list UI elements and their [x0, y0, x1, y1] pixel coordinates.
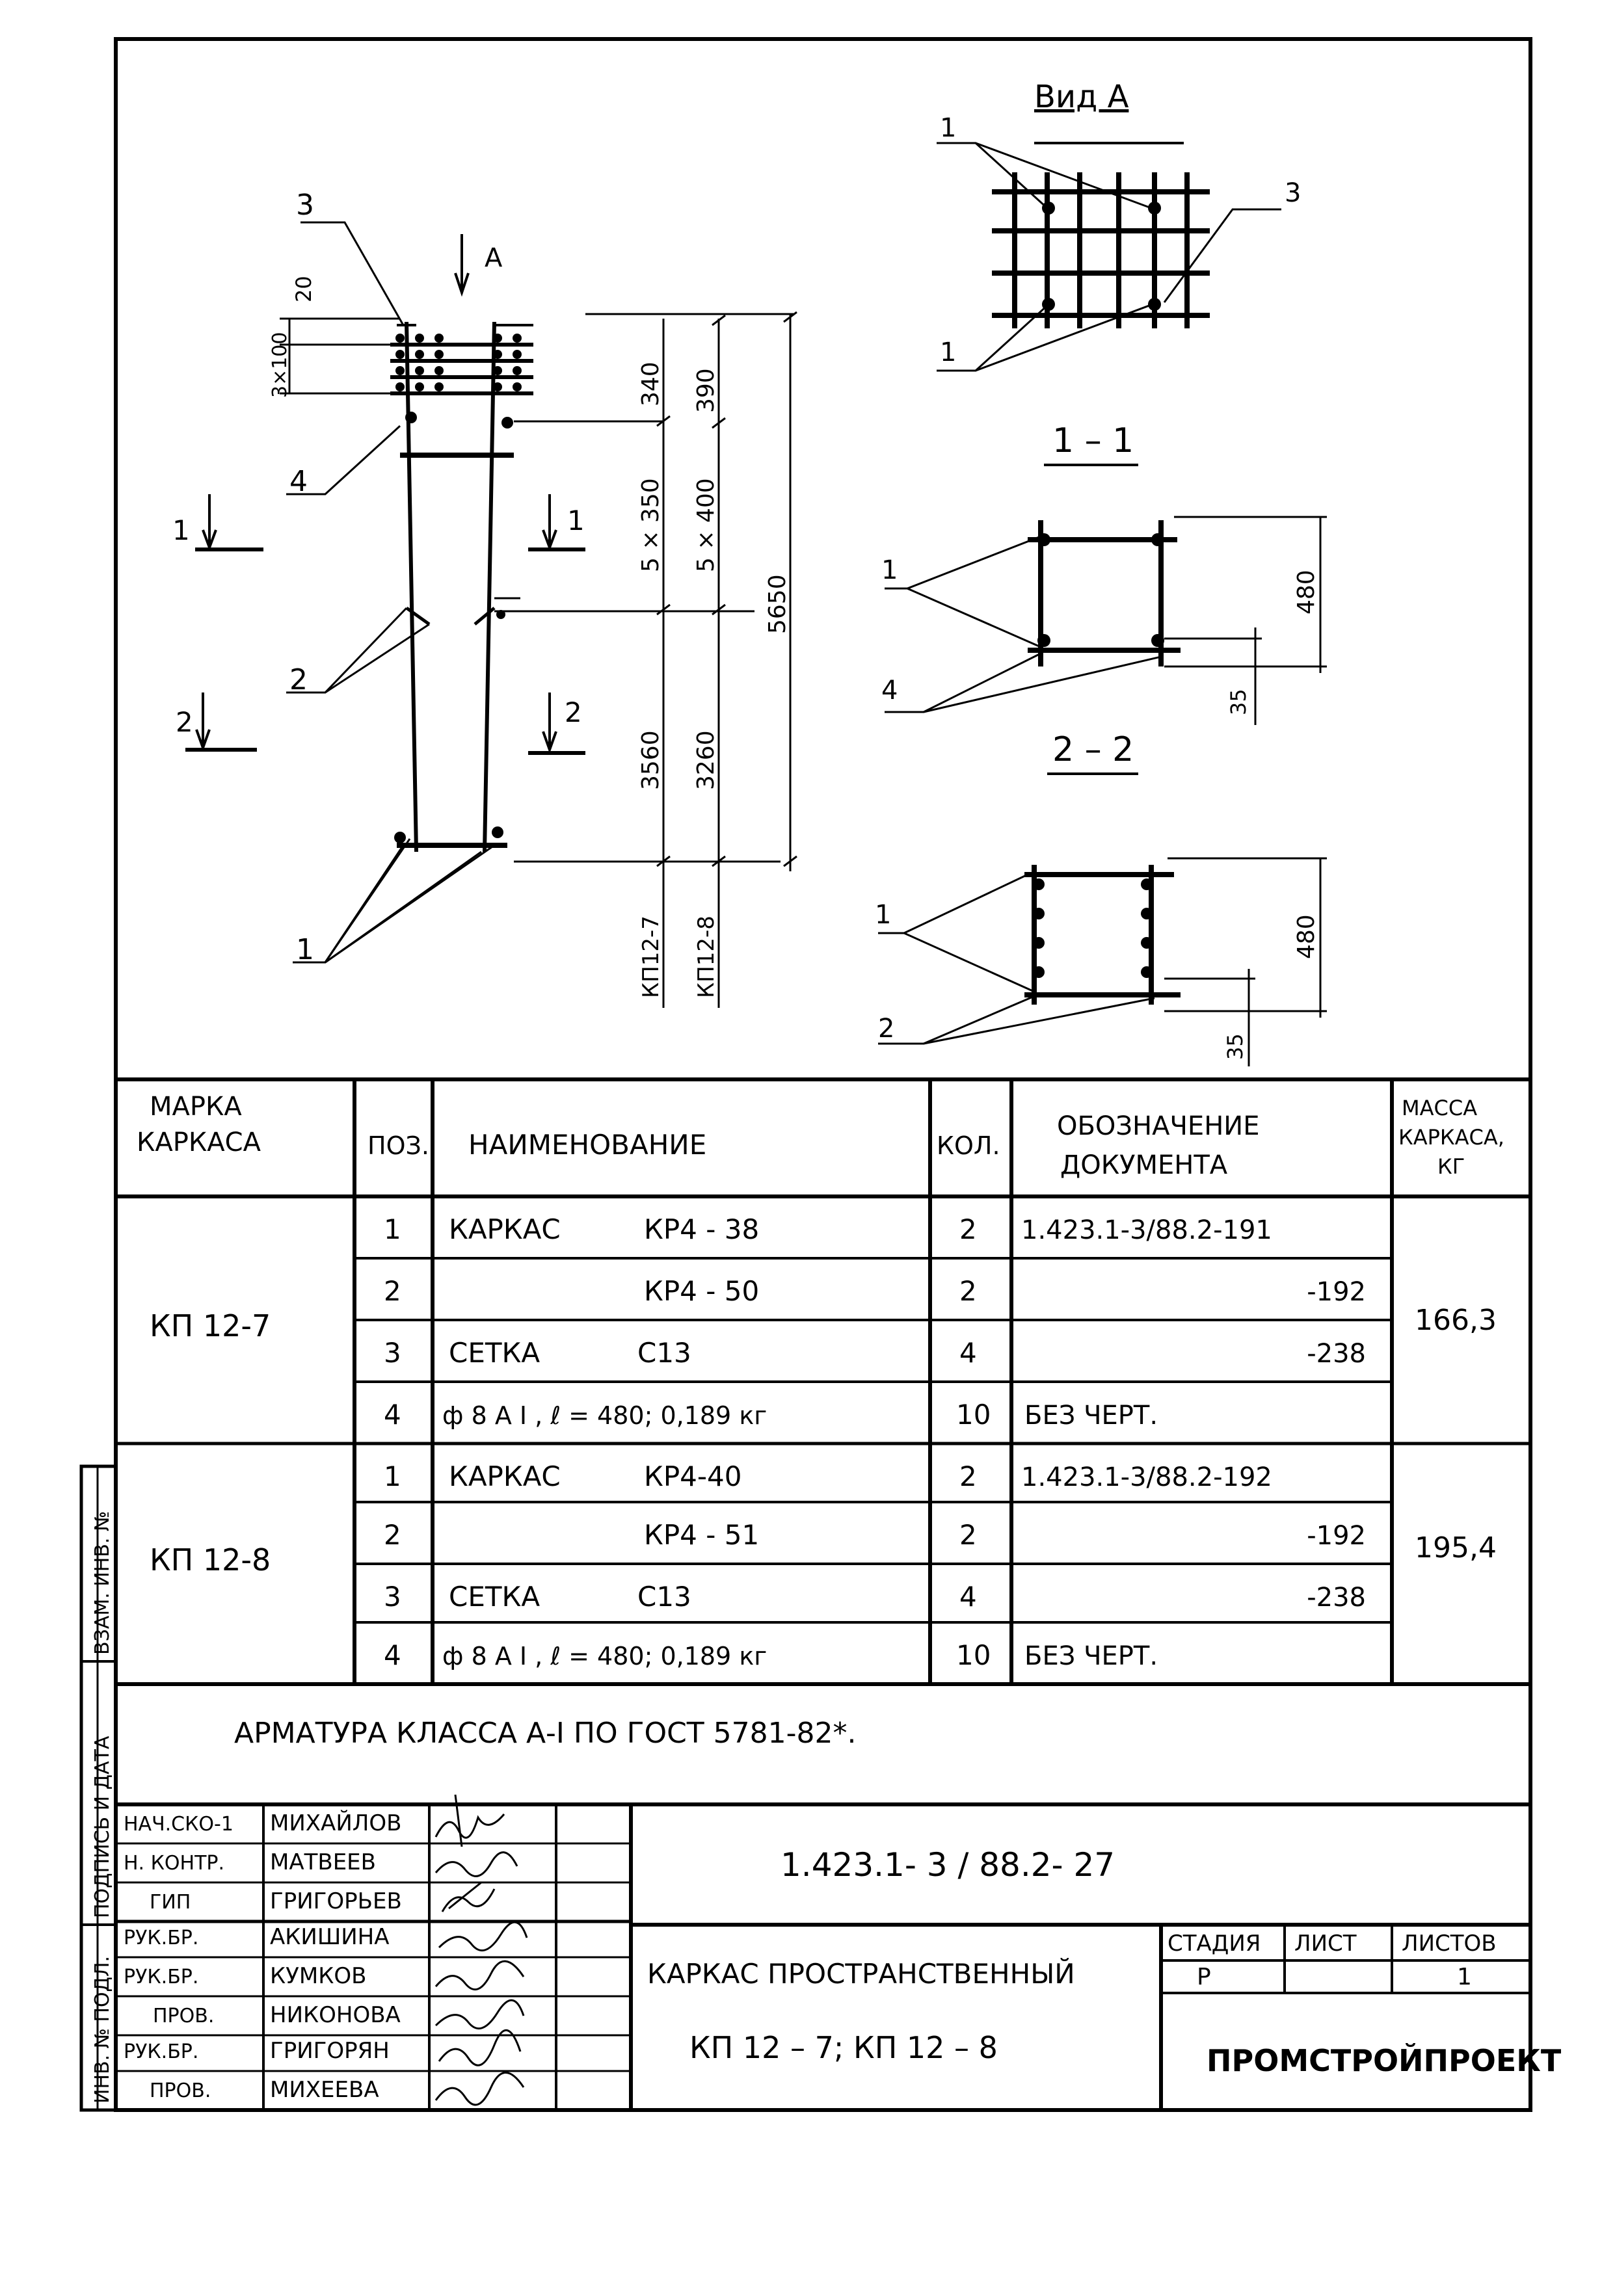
- row-pos: 1: [384, 1460, 401, 1492]
- row-name-b: С13: [637, 1581, 691, 1613]
- row-doc: -238: [1307, 1339, 1366, 1369]
- table-row: [384, 1519, 1366, 1551]
- person-role: Н. КОНТР.: [124, 1852, 225, 1875]
- signature: [436, 1853, 517, 1877]
- spec-note: АРМАТУРА КЛАССА А-I ПО ГОСТ 5781-82*.: [234, 1717, 857, 1750]
- row-qty: 10: [956, 1399, 991, 1431]
- callout-pos4: 4: [289, 465, 308, 498]
- view-a-pos3: 3: [1285, 178, 1302, 208]
- header-name: НАИМЕНОВАНИЕ: [468, 1129, 707, 1161]
- dim-390: 390: [693, 368, 719, 413]
- person-name: ГРИГОРЯН: [270, 2038, 390, 2064]
- table-row: [384, 1639, 1158, 1671]
- header-doc-line2: ДОКУМЕНТА: [1060, 1150, 1228, 1180]
- dim-5x400: 5 × 400: [693, 478, 719, 572]
- row-pos: 2: [384, 1275, 401, 1307]
- row-name-b: С13: [637, 1337, 691, 1369]
- stamp-inv: ИНВ. № ПОДЛ.: [91, 1955, 114, 2104]
- row-name-a: КАРКАС: [449, 1460, 561, 1492]
- row-pos: 4: [384, 1399, 401, 1431]
- title-line1: КАРКАС ПРОСТРАНСТВЕННЫЙ: [647, 1958, 1075, 1990]
- signature: [436, 1961, 524, 1989]
- group-2-mass: 195,4: [1415, 1531, 1497, 1564]
- section-mark-2-right: 2: [565, 696, 582, 728]
- view-a-pos1a: 1: [940, 113, 957, 143]
- section-2-dim480: 480: [1293, 914, 1320, 959]
- elevation-view: [390, 314, 794, 862]
- header-doc-line1: ОБОЗНАЧЕНИЕ: [1057, 1111, 1260, 1141]
- signature: [439, 1922, 527, 1950]
- signature: [442, 1882, 494, 1912]
- section-2-dim35: 35: [1223, 1033, 1248, 1060]
- person-role: РУК.БР.: [124, 1927, 199, 1949]
- row-name-b: КР4 - 38: [644, 1213, 760, 1245]
- person-name: НИКОНОВА: [270, 2002, 401, 2028]
- view-a-pos1b: 1: [940, 337, 957, 367]
- section-1-dim480: 480: [1293, 570, 1320, 614]
- row-qty: 4: [959, 1581, 977, 1613]
- doc-number: 1.423.1- 3 / 88.2- 27: [781, 1846, 1115, 1884]
- table-row: [384, 1337, 1366, 1369]
- signatures: [436, 1795, 527, 2105]
- callout-pos1: 1: [296, 933, 314, 966]
- spec-table: [137, 1092, 1504, 1750]
- dim-mark-kp128: КП12-8: [693, 916, 719, 998]
- dim-3x100: 3×100: [269, 332, 291, 398]
- person-name: АКИШИНА: [270, 1924, 390, 1950]
- row-qty: 4: [959, 1337, 977, 1369]
- table-row: [384, 1213, 1272, 1245]
- section-mark-1-left: 1: [172, 514, 190, 546]
- row-pos: 4: [384, 1639, 401, 1671]
- sheet-label: ЛИСТ: [1294, 1931, 1357, 1957]
- header-mass-line2: КАРКАСА,: [1398, 1125, 1504, 1150]
- row-name-a: ф 8 А I , ℓ = 480; 0,189 кг: [442, 1401, 768, 1430]
- person-role: НАЧ.СКО-1: [124, 1813, 234, 1836]
- row-doc: БЕЗ ЧЕРТ.: [1024, 1401, 1158, 1431]
- header-mark-line2: КАРКАСА: [137, 1128, 261, 1157]
- row-name-a: СЕТКА: [449, 1337, 541, 1369]
- row-name-b: КР4 - 50: [644, 1275, 760, 1307]
- header-mass-line1: МАССА: [1402, 1096, 1478, 1120]
- stage-label: СТАДИЯ: [1168, 1931, 1261, 1957]
- person-name: КУМКОВ: [270, 1963, 367, 1989]
- stamp-podpis: ПОДПИСЬ И ДАТА: [91, 1735, 114, 1918]
- section-mark-1-right: 1: [567, 505, 585, 536]
- section-1-pos4: 4: [881, 676, 898, 706]
- row-pos: 1: [384, 1213, 401, 1245]
- header-mass-line3: КГ: [1437, 1154, 1465, 1179]
- view-a-drawing: [937, 143, 1281, 371]
- person-role: ПРОВ.: [153, 2005, 215, 2027]
- row-name-a: ф 8 А I , ℓ = 480; 0,189 кг: [442, 1642, 768, 1670]
- side-stamp: [81, 1466, 116, 2110]
- table-row: [384, 1275, 1366, 1307]
- row-doc: 1.423.1-3/88.2-191: [1021, 1215, 1272, 1245]
- person-role: ГИП: [150, 1891, 191, 1914]
- dim-20: 20: [291, 276, 316, 302]
- row-qty: 10: [956, 1639, 991, 1671]
- row-doc: БЕЗ ЧЕРТ.: [1024, 1641, 1158, 1671]
- dim-5650: 5650: [764, 574, 791, 634]
- table-row: [384, 1581, 1366, 1613]
- row-name-a: КАРКАС: [449, 1213, 561, 1245]
- person-role: ПРОВ.: [150, 2079, 211, 2102]
- section-1-title: 1 – 1: [1052, 421, 1134, 460]
- person-name: ГРИГОРЬЕВ: [270, 1888, 402, 1914]
- view-arrow-label: A: [485, 243, 503, 273]
- row-pos: 3: [384, 1337, 401, 1369]
- group-1-mass: 166,3: [1415, 1304, 1497, 1337]
- callout-pos3: 3: [296, 189, 314, 222]
- person-role: РУК.БР.: [124, 1966, 199, 1988]
- sheets-label: ЛИСТОВ: [1402, 1931, 1497, 1957]
- row-qty: 2: [959, 1213, 977, 1245]
- org-logo: ПРОМСТРОЙПРОЕКТ: [1207, 2043, 1562, 2078]
- group-1-mark: КП 12-7: [150, 1308, 271, 1343]
- dim-5x350: 5 × 350: [637, 478, 664, 572]
- main-frame: [116, 39, 1530, 2110]
- dim-3560: 3560: [637, 730, 664, 790]
- group-2-mark: КП 12-8: [150, 1542, 271, 1577]
- header-pos: ПОЗ.: [367, 1131, 429, 1160]
- section-marks: [185, 234, 585, 753]
- section-1-drawing: [885, 465, 1327, 725]
- section-2-pos1: 1: [875, 900, 892, 930]
- section-2-drawing: [878, 774, 1327, 1066]
- person-name: МАТВЕЕВ: [270, 1849, 376, 1875]
- header-qty: КОЛ.: [937, 1131, 1000, 1160]
- section-1-dim35: 35: [1226, 689, 1251, 715]
- row-pos: 2: [384, 1519, 401, 1551]
- view-a-title: Вид А: [1034, 79, 1129, 115]
- dim-3260: 3260: [693, 730, 719, 790]
- dim-mark-kp127: КП12-7: [638, 916, 664, 998]
- section-mark-2-left: 2: [176, 706, 193, 738]
- header-mark-line1: МАРКА: [150, 1092, 242, 1122]
- sheets-value: 1: [1457, 1964, 1472, 1990]
- table-row: [384, 1460, 1272, 1492]
- person-name: МИХАЙЛОВ: [270, 1810, 402, 1836]
- person-name: МИХЕЕВА: [270, 2077, 379, 2103]
- leaders-elevation: [286, 222, 494, 962]
- row-doc: 1.423.1-3/88.2-192: [1021, 1462, 1272, 1492]
- row-name-a: СЕТКА: [449, 1581, 541, 1613]
- stage-value: Р: [1197, 1964, 1211, 1990]
- section-2-pos2: 2: [878, 1014, 895, 1044]
- row-pos: 3: [384, 1581, 401, 1613]
- section-2-title: 2 – 2: [1052, 730, 1134, 769]
- signature: [436, 2073, 524, 2105]
- title-line2: КП 12 – 7; КП 12 – 8: [689, 2030, 998, 2065]
- stamp-vzam: ВЗАМ. ИНВ. №: [91, 1511, 114, 1655]
- row-doc: -192: [1307, 1277, 1366, 1307]
- callout-pos2: 2: [289, 663, 308, 696]
- row-doc: -238: [1307, 1583, 1366, 1613]
- table-row: [384, 1399, 1158, 1431]
- row-name-b: КР4 - 51: [644, 1519, 760, 1551]
- row-doc: -192: [1307, 1521, 1366, 1551]
- row-name-b: КР4-40: [644, 1460, 742, 1492]
- row-qty: 2: [959, 1519, 977, 1551]
- row-qty: 2: [959, 1275, 977, 1307]
- person-role: РУК.БР.: [124, 2040, 199, 2063]
- signature: [436, 2000, 524, 2028]
- row-qty: 2: [959, 1460, 977, 1492]
- dim-340: 340: [637, 362, 664, 406]
- section-1-pos1: 1: [881, 555, 898, 585]
